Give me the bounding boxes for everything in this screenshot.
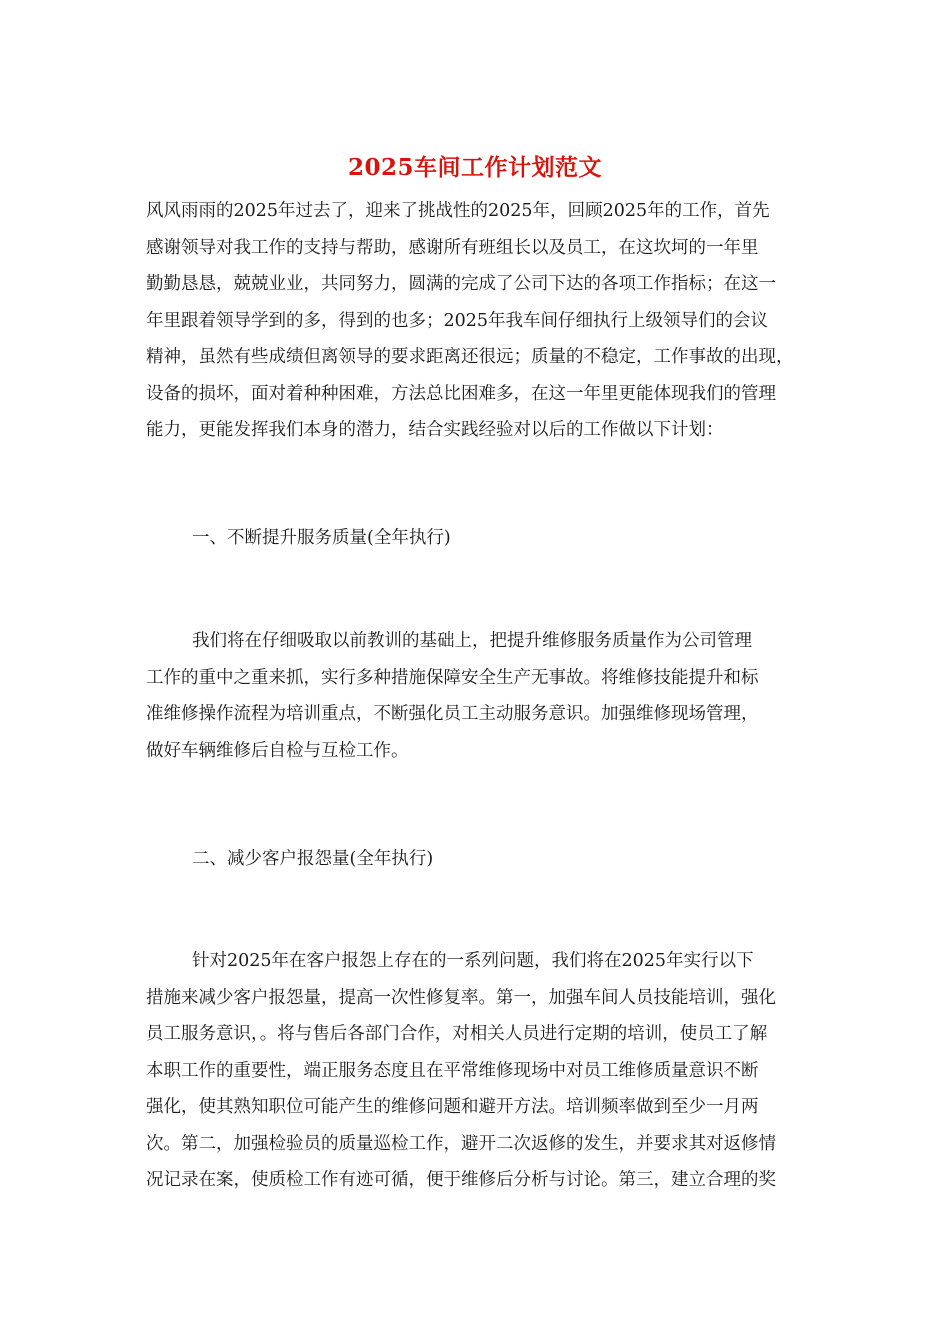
intro-paragraph xyxy=(146,193,806,449)
text-line: 况记录在案，使质检工作有迹可循，便于维修后分析与讨论。第三，建立合理的奖 xyxy=(146,1170,776,1190)
section-1-heading: 一、不断提升服务质量(全年执行) xyxy=(192,528,451,548)
section-1-paragraph xyxy=(146,623,806,769)
text-line: 勤勤恳恳，兢兢业业，共同努力，圆满的完成了公司下达的各项工作指标；在这一 xyxy=(146,274,776,294)
text-line: 感谢领导对我工作的支持与帮助，感谢所有班组长以及员工，在这坎坷的一年里 xyxy=(146,237,759,258)
section-2-heading: 二、减少客户报怨量(全年执行) xyxy=(192,849,434,869)
text-line: 年里跟着领导学到的多，得到的也多；2025年我车间仔细执行上级领导们的会议 xyxy=(146,310,769,331)
text-line: 措施来减少客户报怨量，提高一次性修复率。第一，加强车间人员技能培训，强化 xyxy=(146,987,776,1008)
text-line: 设备的损坏，面对着种种困难，方法总比困难多，在这一年里更能体现我们的管理 xyxy=(146,383,776,404)
text-line: 风风雨雨的2025年过去了，迎来了挑战性的2025年，回顾2025年的工作，首先 xyxy=(146,201,770,221)
text-line: 做好车辆维修后自检与互检工作。 xyxy=(146,740,409,761)
document-title: 2025车间工作计划范文 xyxy=(347,154,602,181)
text-line: 工作的重中之重来抓，实行多种措施保障安全生产无事故。将维修技能提升和标 xyxy=(146,667,759,688)
text-line: 本职工作的重要性，端正服务态度且在平常维修现场中对员工维修质量意识不断 xyxy=(146,1060,759,1081)
section-2-paragraph xyxy=(146,943,806,1199)
text-line: 次。第二，加强检验员的质量巡检工作，避开二次返修的发生，并要求其对返修情 xyxy=(146,1133,776,1154)
text-line: 我们将在仔细吸取以前教训的基础上，把提升维修服务质量作为公司管理 xyxy=(192,631,752,651)
text-line: 精神，虽然有些成绩但离领导的要求距离还很远；质量的不稳定，工作事故的出现， xyxy=(146,347,794,367)
text-line: 强化，使其熟知职位可能产生的维修问题和避开方法。培训频率做到至少一月两 xyxy=(146,1097,759,1117)
text-line: 能力，更能发挥我们本身的潜力，结合实践经验对以后的工作做以下计划： xyxy=(146,420,724,440)
text-line: 员工服务意识，。将与售后各部门合作，对相关人员进行定期的培训，使员工了解 xyxy=(146,1024,768,1044)
text-line: 准维修操作流程为培训重点，不断强化员工主动服务意识。加强维修现场管理， xyxy=(146,704,759,724)
text-line: 针对2025年在客户报怨上存在的一系列问题，我们将在2025年实行以下 xyxy=(192,951,754,971)
